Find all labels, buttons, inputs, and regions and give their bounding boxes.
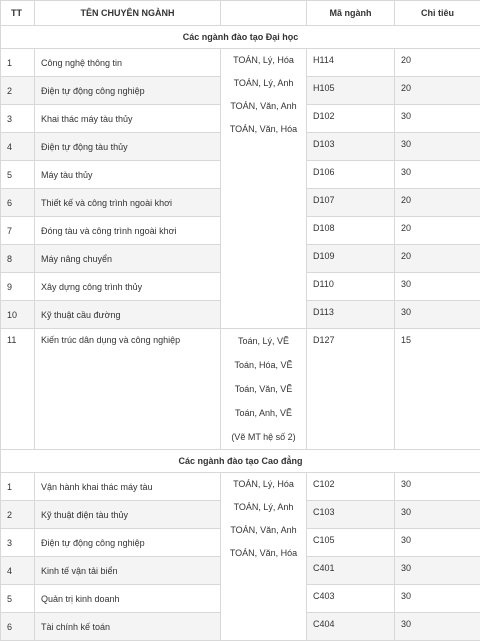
row-code: D106 [307,161,395,189]
row-quota: 30 [395,585,480,613]
row-name: Kỹ thuật điện tàu thủy [35,501,221,529]
subject-group: Toán, Lý, VẼ [221,329,306,353]
row-code: D103 [307,133,395,161]
row-code: D127 [307,329,395,450]
section-title-university: Các ngành đào tạo Đại học [1,26,480,49]
row-quota: 30 [395,613,480,641]
subject-group: TOÁN, Lý, Hóa [221,473,306,496]
row-code: D102 [307,105,395,133]
row-tt: 2 [1,501,35,529]
row-code: C404 [307,613,395,641]
row-name: Điện tự động công nghiệp [35,529,221,557]
subject-group: Toán, Anh, VẼ [221,401,306,425]
row-quota: 30 [395,161,480,189]
row-name: Quản trị kinh doanh [35,585,221,613]
table-row [1,473,480,501]
row-tt: 1 [1,49,35,77]
subject-group: Toán, Văn, VẼ [221,377,306,401]
row-code: D108 [307,217,395,245]
row-tt: 3 [1,529,35,557]
row-code: D107 [307,189,395,217]
row-name: Kỹ thuật cầu đường [35,301,221,329]
row-code: D109 [307,245,395,273]
row-tt: 3 [1,105,35,133]
row-code: C401 [307,557,395,585]
row-tt: 6 [1,189,35,217]
row-quota: 20 [395,77,480,105]
row-quota: 20 [395,217,480,245]
row-tt: 4 [1,557,35,585]
row-quota: 30 [395,273,480,301]
row-tt: 6 [1,613,35,641]
row-name: Vận hành khai thác máy tàu [35,473,221,501]
row-quota: 30 [395,301,480,329]
row-name: Kinh tế vận tải biển [35,557,221,585]
row-tt: 10 [1,301,35,329]
subject-group: TOÁN, Văn, Anh [221,519,306,542]
row-tt: 5 [1,161,35,189]
subject-group: Toán, Hóa, VẼ [221,353,306,377]
header-row [1,1,480,26]
row-code: H105 [307,77,395,105]
row-code: D110 [307,273,395,301]
header-subjects [221,1,307,26]
row-name: Điện tự động tàu thủy [35,133,221,161]
subject-note: (Vẽ MT hệ số 2) [221,425,306,449]
row-tt: 1 [1,473,35,501]
subject-group: TOÁN, Văn, Hóa [221,118,306,141]
subject-group: TOÁN, Lý, Anh [221,496,306,519]
row-name: Đóng tàu và công trình ngoài khơi [35,217,221,245]
row-tt: 4 [1,133,35,161]
subject-group: TOÁN, Lý, Hóa [221,49,306,72]
row-code: D113 [307,301,395,329]
header-code: Mã ngành [307,1,395,26]
row-name: Tài chính kế toán [35,613,221,641]
row-tt: 2 [1,77,35,105]
header-tt: TT [1,1,35,26]
row-tt: 11 [1,329,35,450]
row-code: C403 [307,585,395,613]
row-name: Thiết kế và công trình ngoài khơi [35,189,221,217]
row-quota: 20 [395,189,480,217]
architecture-subject-groups [221,329,307,450]
row-quota: 30 [395,557,480,585]
table-row [1,49,480,77]
row-code: H114 [307,49,395,77]
row-name: Điện tự động công nghiệp [35,77,221,105]
subject-group: TOÁN, Văn, Anh [221,95,306,118]
subject-group: TOÁN, Lý, Anh [221,72,306,95]
row-name: Máy nâng chuyển [35,245,221,273]
row-code: C102 [307,473,395,501]
row-name: Kiến trúc dân dụng và công nghiệp [35,329,221,450]
row-name: Máy tàu thủy [35,161,221,189]
row-tt: 9 [1,273,35,301]
college-subject-groups [221,473,307,641]
row-quota: 15 [395,329,480,450]
row-quota: 30 [395,105,480,133]
header-quota: Chỉ tiêu [395,1,480,26]
row-name: Công nghệ thông tin [35,49,221,77]
row-name: Xây dựng công trình thủy [35,273,221,301]
section-title-college: Các ngành đào tạo Cao đẳng [1,450,480,473]
row-code: C105 [307,529,395,557]
row-name: Khai thác máy tàu thủy [35,105,221,133]
row-quota: 30 [395,133,480,161]
row-code: C103 [307,501,395,529]
row-quota: 30 [395,529,480,557]
row-tt: 5 [1,585,35,613]
subject-group: TOÁN, Văn, Hóa [221,542,306,565]
table-row [1,329,480,450]
row-quota: 20 [395,245,480,273]
row-tt: 8 [1,245,35,273]
row-quota: 30 [395,501,480,529]
header-name: TÊN CHUYÊN NGÀNH [35,1,221,26]
university-subject-groups [221,49,307,329]
row-tt: 7 [1,217,35,245]
row-quota: 30 [395,473,480,501]
row-quota: 20 [395,49,480,77]
